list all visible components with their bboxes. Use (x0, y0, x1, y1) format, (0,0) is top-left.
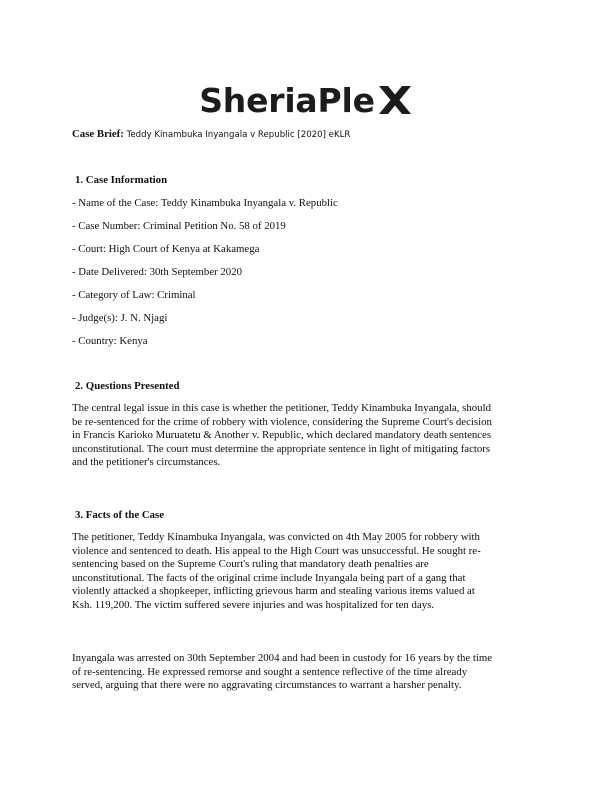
facts-line: of re-sentencing. He expressed remorse and sought a sentence reflective of the time already (72, 665, 468, 678)
facts-line: Ksh. 119,200. The victim suffered severe injuries and was hospitalized for ten days. (72, 598, 435, 611)
case-info-number: - Case Number: Criminal Petition No. 58 of 2019 (72, 220, 286, 232)
questions-line: and the petitioner's circumstances. (72, 456, 221, 468)
case-brief-label: Case Brief: (72, 128, 124, 140)
logo-wordmark: SheriaPle (199, 80, 375, 120)
case-brief-value: Teddy Kinambuka Inyangala v Republic [2020] eKLR (126, 130, 351, 140)
case-info-court: - Court: High Court of Kenya at Kakamega (72, 243, 260, 255)
facts-line: violently attacked a shopkeeper, inflicting grievous harm and stealing various items valued at (72, 585, 475, 597)
section-heading-facts-of-the-case: 3. Facts of the Case (75, 509, 165, 521)
facts-line: sentencing based on the Supreme Court's ruling that mandatory death penalties are (72, 558, 429, 570)
facts-line: violence and sentenced to death. His appeal to the High Court was unsuccessful. He sought re- (72, 544, 481, 557)
questions-line: The central legal issue in this case is whether the petitioner, Teddy Kinambuka Inyangala, should (72, 402, 491, 414)
facts-line: Inyangala was arrested on 30th September 2004 and had been in custody for 16 years by the time (72, 652, 493, 664)
facts-line: unconstitutional. The facts of the original crime include Inyangala being part of a gang that (72, 571, 466, 584)
case-info-name: - Name of the Case: Teddy Kinambuka Inyangala v. Republic (72, 197, 338, 209)
questions-line: unconstitutional. The court must determine the appropriate sentence in light of mitigating factors (72, 442, 491, 455)
facts-line: served, arguing that there were no aggravating circumstances to warrant a harsher penalty. (72, 679, 462, 691)
logo-x-mark-icon (377, 85, 413, 115)
case-info-category: - Category of Law: Criminal (72, 289, 196, 301)
sheriaplex-logo (0, 78, 612, 122)
section-heading-case-information: 1. Case Information (75, 174, 168, 186)
questions-line: be re-sentenced for the crime of robbery with violence, considering the Supreme Court's decision (72, 415, 492, 428)
section-heading-questions-presented: 2. Questions Presented (75, 380, 180, 392)
case-info-country: - Country: Kenya (72, 335, 148, 347)
case-brief-title (72, 128, 350, 140)
case-info-date: - Date Delivered: 30th September 2020 (72, 266, 242, 278)
facts-line: The petitioner, Teddy Kinambuka Inyangala, was convicted on 4th May 2005 for robbery with (72, 531, 480, 543)
questions-line: in Francis Karioko Muruatetu & Another v. Republic, which declared mandatory death sentences (72, 429, 492, 441)
case-info-judges: - Judge(s): J. N. Njagi (72, 312, 168, 324)
